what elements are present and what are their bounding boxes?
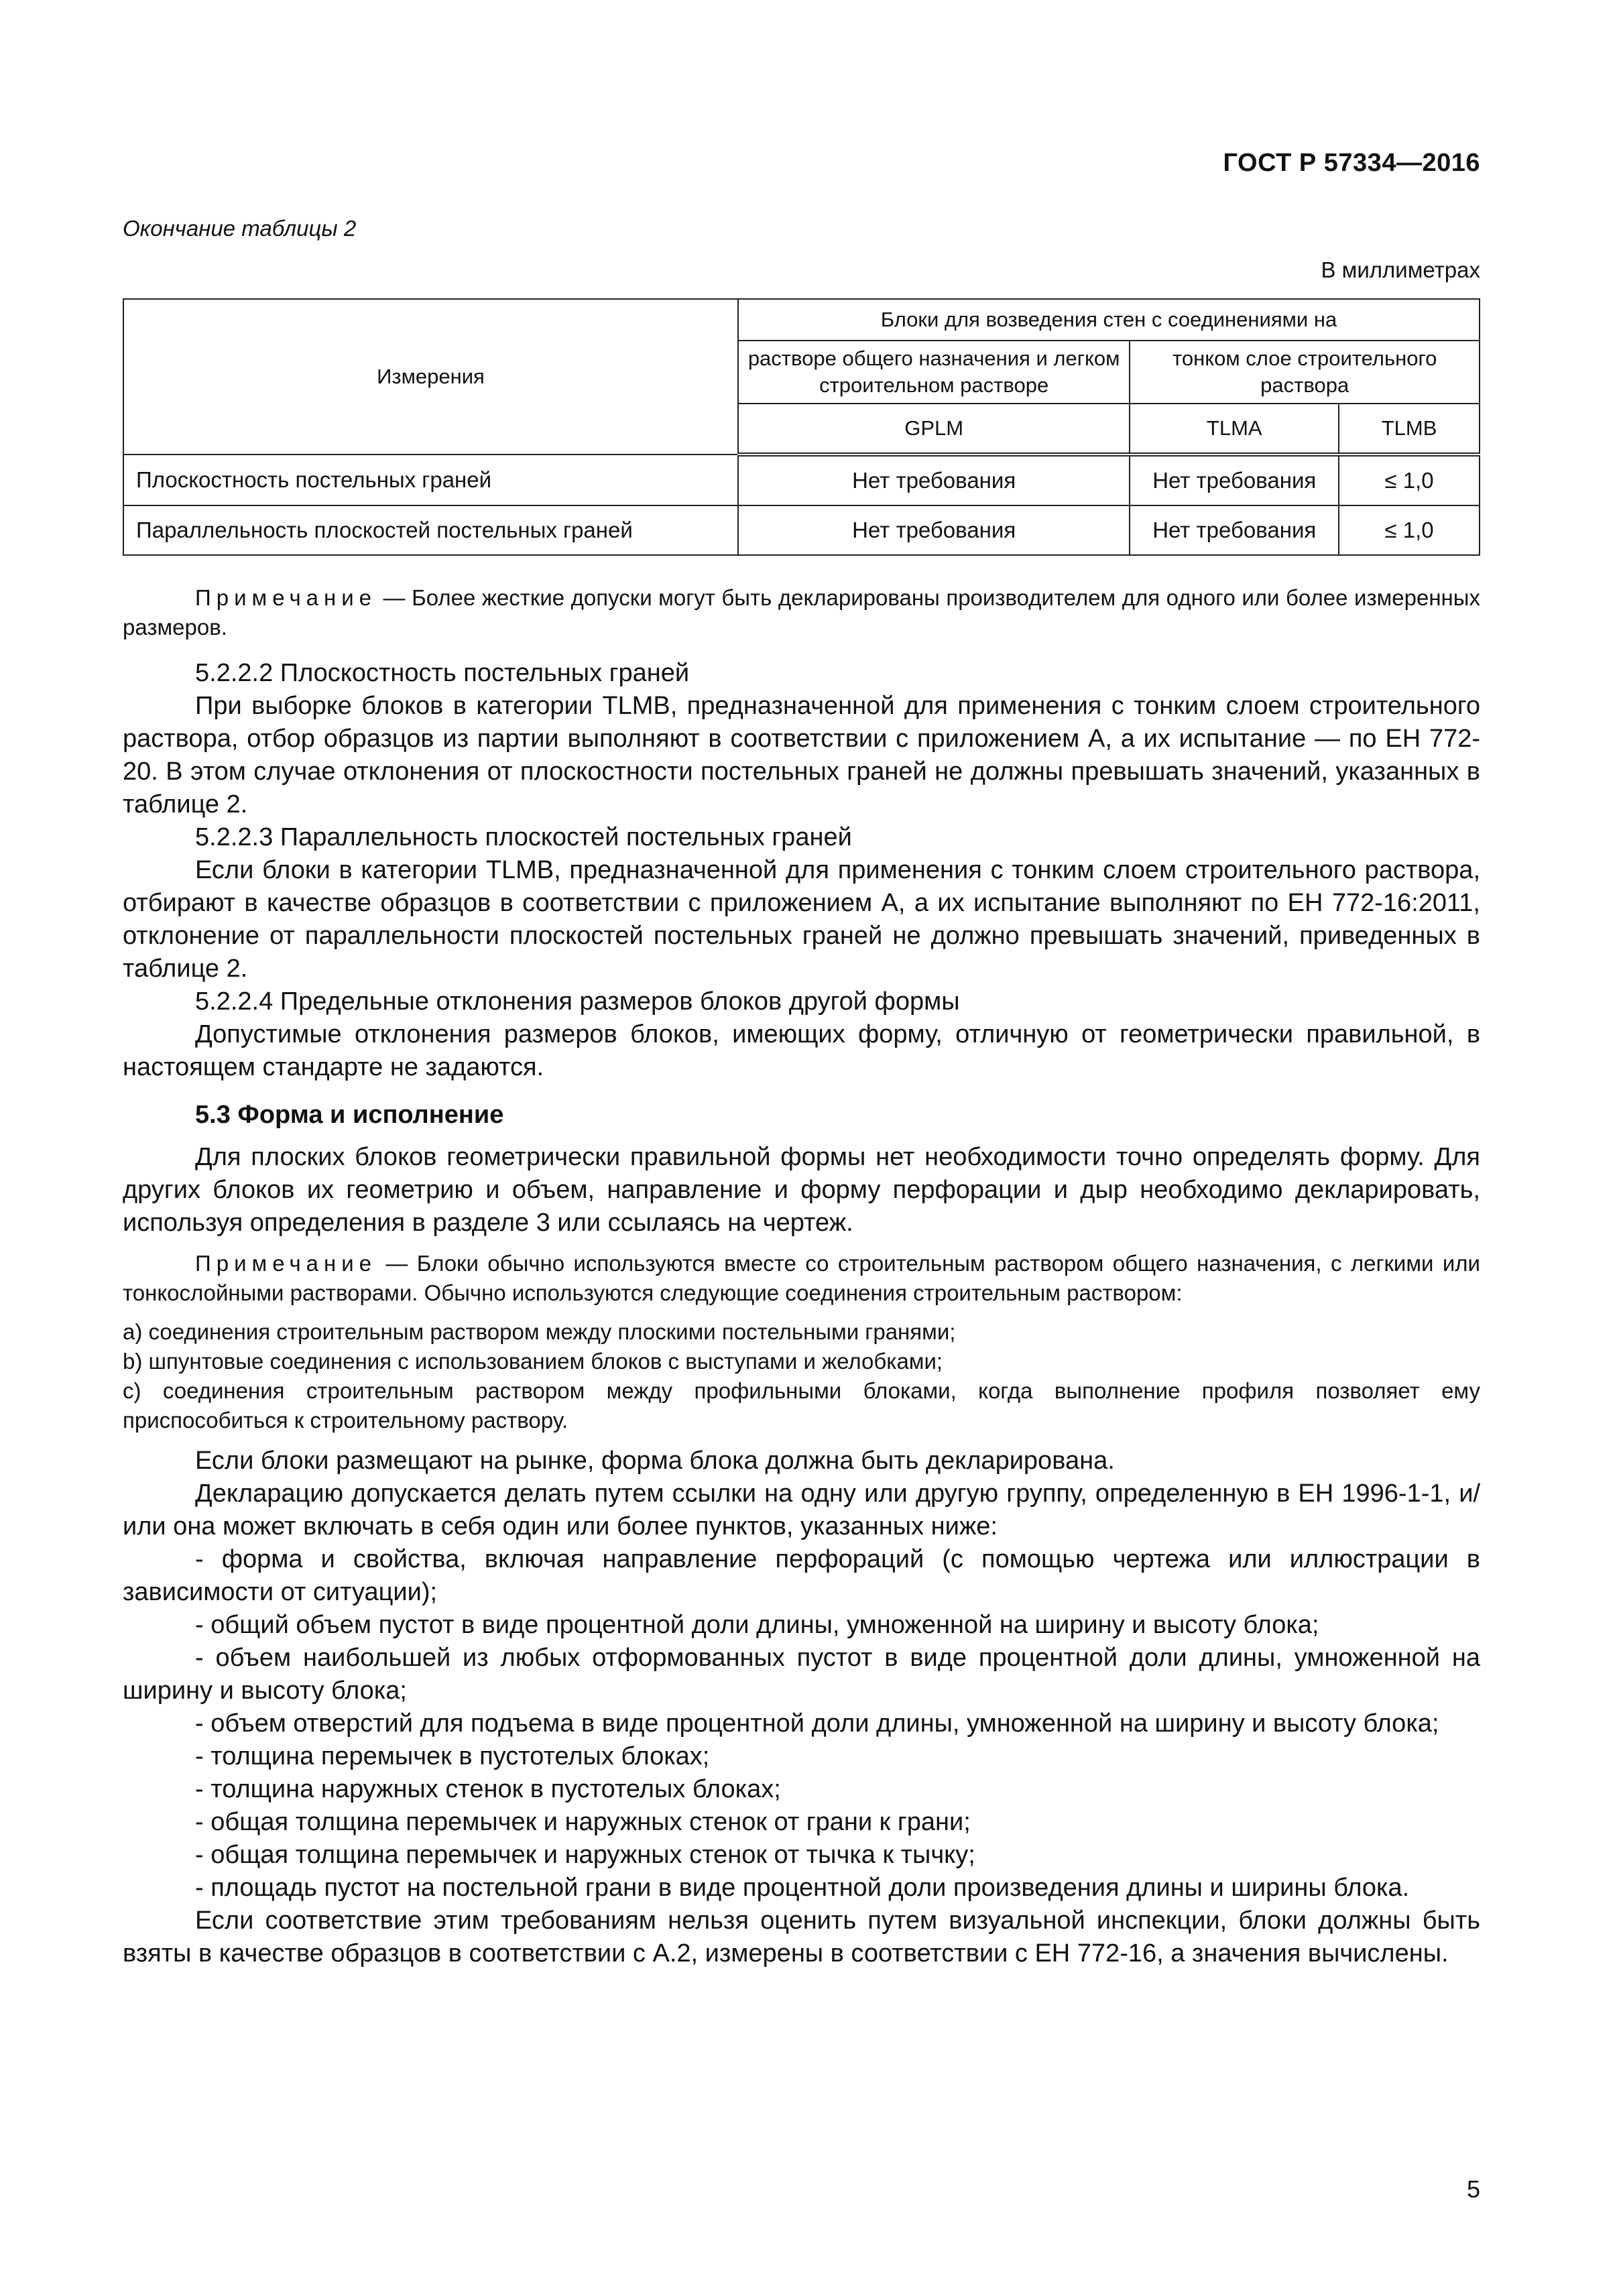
note-table bbox=[123, 583, 1480, 642]
col-code-gplm: GPLM bbox=[738, 404, 1130, 455]
body-text bbox=[123, 583, 1480, 1970]
note-label: Примечание bbox=[195, 585, 377, 610]
list-item: - форма и свойства, включая направление перфораций (с помощью чертежа или иллюстрации в зависимости от ситуации); bbox=[123, 1545, 1480, 1606]
cell-gplm: Нет требования bbox=[738, 455, 1130, 505]
clause-5224-text: Допустимые отклонения размеров блоков, имеющих форму, отличную от геометрически правильной, в настоящем стандарте не задаются. bbox=[123, 1020, 1480, 1081]
col-header-thin-layer: тонком слое строительного раствора bbox=[1130, 341, 1480, 404]
clause-5223-text: Если блоки в категории TLMB, предназначенной для применения с тонким слоем строительного раствора, отбирают в качестве образцов в соответствии с приложением А, а их испытание выполняют по ЕН 772-16:2011, отклонение от параллельности плоскостей постельных граней не должно превышать значений, приведенных в таблице 2. bbox=[123, 856, 1480, 983]
row-name: Параллельность плоскостей постельных граней bbox=[123, 505, 738, 555]
row-name: Плоскостность постельных граней bbox=[123, 455, 738, 505]
table-row bbox=[123, 455, 1480, 505]
section-53-heading: 5.3 Форма и исполнение bbox=[195, 1101, 504, 1129]
clause-5222-text: При выборке блоков в категории TLMB, предназначенной для применения с тонким слоем строительного раствора, отбор образцов из партии выполняют в соответствии с приложением А, а их испытание — по ЕН 772-20. В этом случае отклонения от плоскостности постельных граней не должны превышать значений, указанных в таблице 2. bbox=[123, 692, 1480, 819]
table-caption: Окончание таблицы 2 bbox=[123, 216, 357, 241]
list-item: - объем отверстий для подъема в виде процентной доли длины, умноженной на ширину и высоту блока; bbox=[195, 1709, 1439, 1738]
list-item: - толщина перемычек в пустотелых блоках; bbox=[195, 1742, 710, 1770]
table-units: В миллиметрах bbox=[1321, 257, 1480, 282]
clause-5224-heading: 5.2.2.4 Предельные отклонения размеров блоков другой формы bbox=[195, 987, 960, 1016]
page-number: 5 bbox=[1466, 2175, 1480, 2203]
cell-tlma: Нет требования bbox=[1130, 455, 1339, 505]
standard-designation: ГОСТ Р 57334—2016 bbox=[1223, 149, 1480, 177]
clause-5222-heading: 5.2.2.2 Плоскостность постельных граней bbox=[195, 659, 690, 687]
col-code-tlma: TLMA bbox=[1130, 404, 1339, 455]
cell-tlmb: ≤ 1,0 bbox=[1339, 455, 1480, 505]
list-item: - общая толщина перемычек и наружных стенок от грани к грани; bbox=[195, 1808, 971, 1836]
col-header-general-mortar: растворе общего назначения и легком строительном растворе bbox=[738, 341, 1130, 404]
section-53-para-2: Если блоки размещают на рынке, форма блока должна быть декларирована. bbox=[195, 1447, 1115, 1475]
col-code-tlmb: TLMB bbox=[1339, 404, 1480, 455]
cell-gplm: Нет требования bbox=[738, 505, 1130, 555]
list-item: - общая толщина перемычек и наружных стенок от тычка к тычку; bbox=[195, 1841, 975, 1869]
section-53-para-4: Если соответствие этим требованиям нельзя оценить путем визуальной инспекции, блоки должны быть взяты в качестве образцов в соответствии с А.2, измерены в соответствии с ЕН 772-16, а значения вычислены. bbox=[123, 1907, 1480, 1968]
list-item: - площадь пустот на постельной грани в виде процентной доли произведения длины и ширины блока. bbox=[195, 1874, 1410, 1902]
note-item-b: b) шпунтовые соединения с использованием блоков с выступами и желобками; bbox=[123, 1349, 943, 1374]
list-item: - толщина наружных стенок в пустотелых блоках; bbox=[195, 1775, 781, 1803]
note-text: — Блоки обычно используются вместе со строительным раствором общего назначения, с легкими или тонкослойными растворами. Обычно используются следующие соединения строительным раствором: bbox=[123, 1251, 1480, 1305]
note-label: Примечание bbox=[195, 1251, 377, 1276]
list-item: - объем наибольшей из любых отформованных пустот в виде процентной доли длины, умноженной на ширину и высоту блока; bbox=[123, 1644, 1480, 1705]
section-53-para-1: Для плоских блоков геометрически правильной формы нет необходимости точно определять форму. Для других блоков их геометрию и объем, направление и форму перфорации и дыр необходимо декларировать, используя определения в разделе 3 или ссылаясь на чертеж. bbox=[123, 1143, 1480, 1237]
cell-tlma: Нет требования bbox=[1130, 505, 1339, 555]
table-row bbox=[123, 505, 1480, 555]
cell-tlmb: ≤ 1,0 bbox=[1339, 505, 1480, 555]
col-header-group: Блоки для возведения стен с соединениями на bbox=[738, 299, 1480, 341]
note-item-c: c) соединения строительным раствором между профильными блоками, когда выполнение профиля позволяет ему приспособиться к строительному раствору. bbox=[123, 1378, 1480, 1433]
note-text: — Более жесткие допуски могут быть декларированы производителем для одного или более измеренных размеров. bbox=[123, 585, 1480, 640]
note-item-a: a) соединения строительным раствором между плоскими постельными гранями; bbox=[123, 1319, 956, 1344]
note-53 bbox=[123, 1249, 1480, 1308]
list-item: - общий объем пустот в виде процентной доли длины, умноженной на ширину и высоту блока; bbox=[195, 1611, 1319, 1639]
clause-5223-heading: 5.2.2.3 Параллельность плоскостей постельных граней bbox=[195, 823, 852, 851]
section-53-para-3: Декларацию допускается делать путем ссылки на одну или другую группу, определенную в ЕН 1996-1-1, и/или она может включать в себя один или более пунктов, указанных ниже: bbox=[123, 1479, 1480, 1540]
col-header-measure: Измерения bbox=[123, 299, 738, 455]
tolerance-table bbox=[123, 298, 1480, 556]
